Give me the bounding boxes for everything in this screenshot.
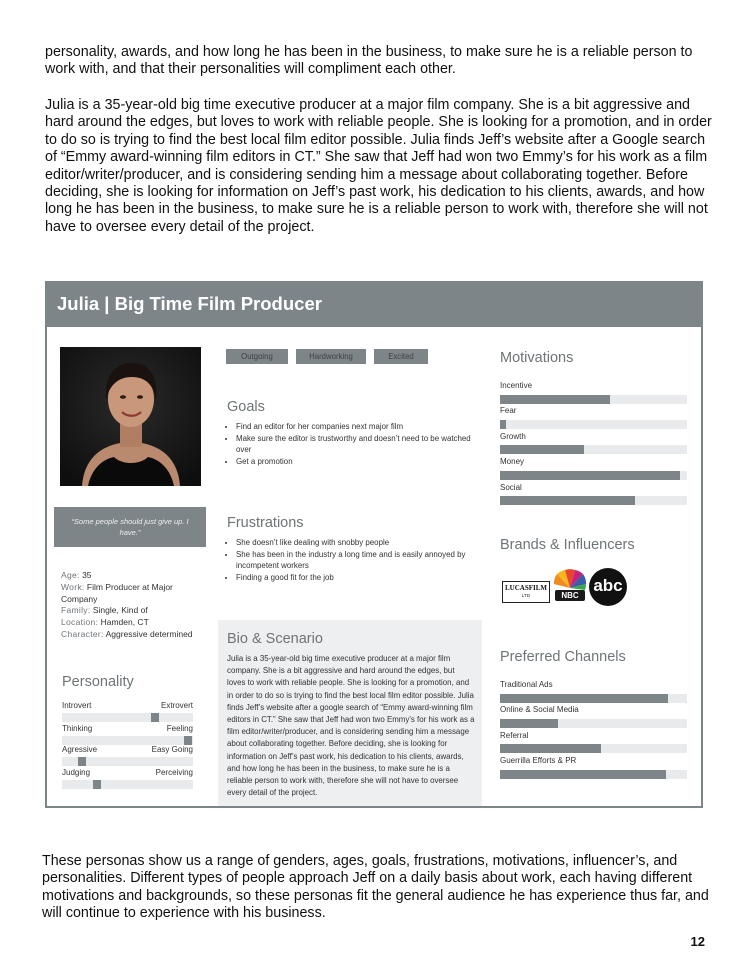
brands-title: Brands & Influencers [500, 537, 635, 553]
bio-text: Julia is a 35-year-old big time executive producer at a major film company. She is a bit aggressive and hard around the edges, but loves to work with reliable people. She is looking for a promotion, and in order to do so is trying to find the best local film editor possible. Julia finds Jeff’s website after a google search of “Emmy award-winning film editors in CT.” She saw that Jeff had won two Emmy’s for his work as a film editor/writer/producer, and is considering sending him a message about collaborating together. Before deciding, she is looking for information on Jeff’s past work, his dedication to his clients, awards, and how long he has been in the business, to make sure he is a reliable person to work with, therefore she will not have to oversee every detail of the project. [227, 654, 475, 798]
trait-slider [62, 757, 193, 766]
goals-title: Goals [227, 399, 265, 415]
info-location [61, 617, 211, 629]
info-age [61, 570, 211, 582]
slider-thumb [78, 757, 86, 766]
motivation-bar [500, 471, 687, 480]
motivation-label: Incentive [500, 381, 533, 390]
channel-label: Online & Social Media [500, 705, 579, 714]
goal-item: • Make sure the editor is trustworthy and doesn’t need to be watched over [236, 433, 476, 456]
bar-fill [500, 471, 680, 480]
motivation-bar [500, 395, 687, 404]
persona-title: Julia | Big Time Film Producer [57, 293, 322, 314]
info-label: Character: [61, 628, 104, 639]
goals-list [227, 421, 476, 467]
motivation-label: Growth [500, 432, 526, 441]
bar-fill [500, 770, 666, 779]
channel-label: Referral [500, 731, 529, 740]
info-value: Single, Kind of [92, 605, 148, 616]
slider-thumb [184, 736, 192, 745]
info-family [61, 605, 211, 617]
info-value: Hamden, CT [100, 617, 149, 628]
info-character [61, 629, 211, 641]
motivation-label: Social [500, 483, 522, 492]
abc-logo [589, 568, 627, 606]
slider-thumb [151, 713, 159, 722]
intro-paragraph: personality, awards, and how long he has been in the business, to make sure he is a reliable person to work with, and that their personalities will compliment each other. [45, 44, 693, 78]
channel-bar [500, 744, 687, 753]
persona-photo [60, 347, 201, 486]
tag-excited: Excited [374, 349, 428, 364]
trait-slider [62, 780, 193, 789]
channel-bar [500, 719, 687, 728]
trait-slider [62, 713, 193, 722]
quote-box [54, 507, 206, 547]
trait-right-label: Extrovert [160, 701, 193, 710]
portrait-image [60, 347, 201, 486]
goal-item: • Get a promotion [236, 456, 476, 468]
bar-fill [500, 445, 584, 454]
bar-fill [500, 395, 610, 404]
info-label: Work: [61, 581, 85, 592]
tag-hardworking: Hardworking [296, 349, 366, 364]
bar-fill [500, 694, 668, 703]
lucasfilm-logo-text: LUCASFILM [504, 584, 547, 592]
info-label: Age: [61, 570, 80, 580]
persona-header [47, 283, 701, 327]
abc-logo-text: abc [593, 576, 623, 595]
bio-box [218, 620, 482, 808]
motivation-label: Money [500, 457, 525, 466]
frustration-item: • She has been in the industry a long time and is easily annoyed by incompetent workers [236, 549, 486, 572]
bio-title: Bio & Scenario [227, 631, 323, 647]
channels-title: Preferred Channels [500, 649, 626, 665]
channel-bar [500, 694, 687, 703]
frustration-item: • She doesn’t like dealing with snobby people [236, 537, 486, 549]
tag-outgoing: Outgoing [226, 349, 288, 364]
lucasfilm-logo-sub: LTD [521, 593, 531, 598]
trait-left-label: Agressive [62, 745, 98, 754]
motivation-label: Fear [500, 406, 517, 415]
persona-info [61, 570, 211, 641]
frustrations-title: Frustrations [227, 515, 304, 531]
info-work [61, 582, 211, 606]
outro-paragraph: These personas show us a range of genders, ages, goals, frustrations, motivations, influencer’s, and personalities. Different types of people approach Jeff on a daily basis about work, each having different motivations and backgrounds, so these personas fit the general audience he has experience thus far, and will continue to experience with his business. [42, 853, 709, 922]
page-number: 12 [690, 934, 705, 949]
channel-label: Traditional Ads [500, 680, 553, 689]
motivation-bar [500, 420, 687, 429]
trait-right-label: Easy Going [151, 745, 193, 754]
persona-card [45, 281, 703, 808]
motivation-bar [500, 445, 687, 454]
info-value: 35 [82, 570, 92, 580]
bar-fill [500, 719, 558, 728]
channel-bar [500, 770, 687, 779]
bar-fill [500, 496, 635, 505]
trait-left-label: Judging [62, 768, 91, 777]
personality-title: Personality [62, 674, 134, 690]
goal-item: • Find an editor for her companies next major film [236, 421, 476, 433]
bar-fill [500, 744, 601, 753]
motivation-bar [500, 496, 687, 505]
frustrations-list [227, 537, 486, 583]
julia-paragraph: Julia is a 35-year-old big time executive producer at a major film company. She is a bit aggressive and hard around the edges, but loves to work with reliable people. She is looking for a promotion, and in order to do so is trying to find the best local film editor possible. Julia finds Jeff’s website after a Google search of “Emmy award-winning film editors in CT.” She saw that Jeff had won two Emmy’s for his work as a film editor/writer/producer, and is considering sending him a message about collaborating together. Before deciding, she is looking for information on Jeff’s past work, his dedication to his clients, awards, and how long he has been in the business, to make sure he is a reliable person to work with, therefore she will not have to oversee every detail of the project. [45, 97, 712, 235]
trait-right-label: Feeling [166, 724, 193, 733]
trait-left-label: Thinking [62, 724, 93, 733]
trait-slider [62, 736, 193, 745]
slider-thumb [93, 780, 101, 789]
channel-label: Guerrilla Efforts & PR [500, 756, 577, 765]
info-label: Location: [61, 617, 99, 628]
info-value: Aggressive determined [105, 628, 193, 639]
frustration-item: • Finding a good fit for the job [236, 572, 486, 584]
persona-quote: “Some people should just give up. I have.” [71, 517, 189, 537]
info-value: Film Producer at Major Company [61, 581, 173, 604]
lucasfilm-logo [502, 581, 550, 603]
info-label: Family: [61, 605, 91, 616]
trait-right-label: Perceiving [155, 768, 193, 777]
nbc-logo [551, 566, 589, 604]
bar-fill [500, 420, 506, 429]
trait-left-label: Introvert [62, 701, 92, 710]
nbc-logo-text: NBC [561, 591, 579, 600]
motivations-title: Motivations [500, 350, 574, 366]
